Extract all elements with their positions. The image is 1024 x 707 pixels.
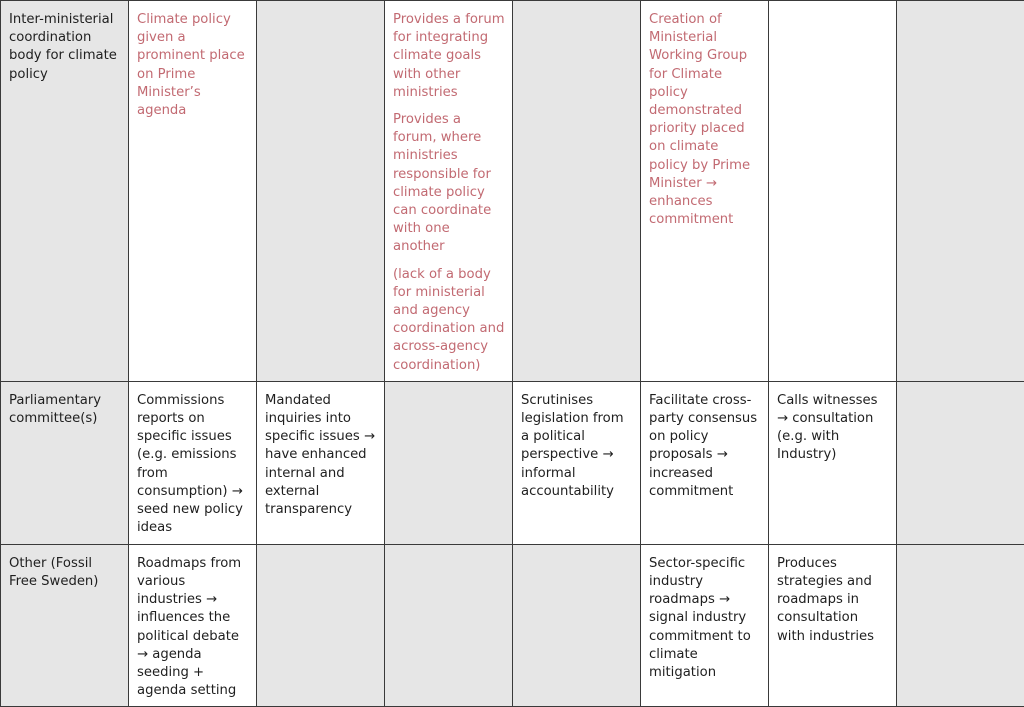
table-cell xyxy=(257,381,385,544)
table-cell xyxy=(641,544,769,707)
empty-cell xyxy=(257,1,385,382)
cell-text: Mandated inquiries into specific issues → have enhanced internal and external transparency xyxy=(265,392,377,519)
table-cell xyxy=(129,544,257,707)
empty-cell xyxy=(897,1,1024,382)
cell-text: Climate policy given a prominent place on Prime Minister’s agenda xyxy=(137,11,249,120)
row-label-cell xyxy=(1,544,129,707)
table-row xyxy=(1,381,1024,544)
empty-cell xyxy=(769,1,897,382)
empty-cell xyxy=(897,381,1024,544)
cell-text: Facilitate cross-party consensus on policy proposals → increased commitment xyxy=(649,392,761,501)
table-row xyxy=(1,1,1024,382)
empty-cell xyxy=(385,544,513,707)
empty-cell xyxy=(385,381,513,544)
empty-cell xyxy=(257,544,385,707)
row-label: Parliamentary committee(s) xyxy=(9,392,121,428)
row-label-cell xyxy=(1,381,129,544)
table-cell xyxy=(129,381,257,544)
cell-text: Sector-specific industry roadmaps → signal industry commitment to climate mitigation xyxy=(649,555,761,682)
cell-text: Provides a forum, where ministries responsible for climate policy can coordinate with one another xyxy=(393,111,505,257)
row-label: Other (Fossil Free Sweden) xyxy=(9,555,121,591)
empty-cell xyxy=(513,544,641,707)
table-cell xyxy=(641,381,769,544)
empty-cell xyxy=(513,1,641,382)
row-label: Inter-ministerial coordination body for climate policy xyxy=(9,11,121,84)
row-label-cell xyxy=(1,1,129,382)
cell-text: (lack of a body for ministerial and agency coordination and across-agency coordination) xyxy=(393,266,505,375)
cell-text: Provides a forum for integrating climate goals with other ministries xyxy=(393,11,505,102)
cell-text: Commissions reports on specific issues (e.g. emissions from consumption) → seed new policy ideas xyxy=(137,392,249,538)
table-cell xyxy=(385,1,513,382)
table-cell xyxy=(769,381,897,544)
table-cell xyxy=(513,381,641,544)
table-row xyxy=(1,544,1024,707)
cell-text: Scrutinises legislation from a political perspective → informal accountability xyxy=(521,392,633,501)
table-cell xyxy=(641,1,769,382)
empty-cell xyxy=(897,544,1024,707)
cell-text: Calls witnesses → consultation (e.g. with Industry) xyxy=(777,392,889,465)
cell-text: Produces strategies and roadmaps in consultation with industries xyxy=(777,555,889,646)
cell-text: Roadmaps from various industries → influences the political debate → agenda seeding + agenda setting xyxy=(137,555,249,701)
table-cell xyxy=(129,1,257,382)
cell-text: Creation of Ministerial Working Group for Climate policy demonstrated priority placed on climate policy by Prime Minister → enhances commitment xyxy=(649,11,761,229)
table-cell xyxy=(769,544,897,707)
